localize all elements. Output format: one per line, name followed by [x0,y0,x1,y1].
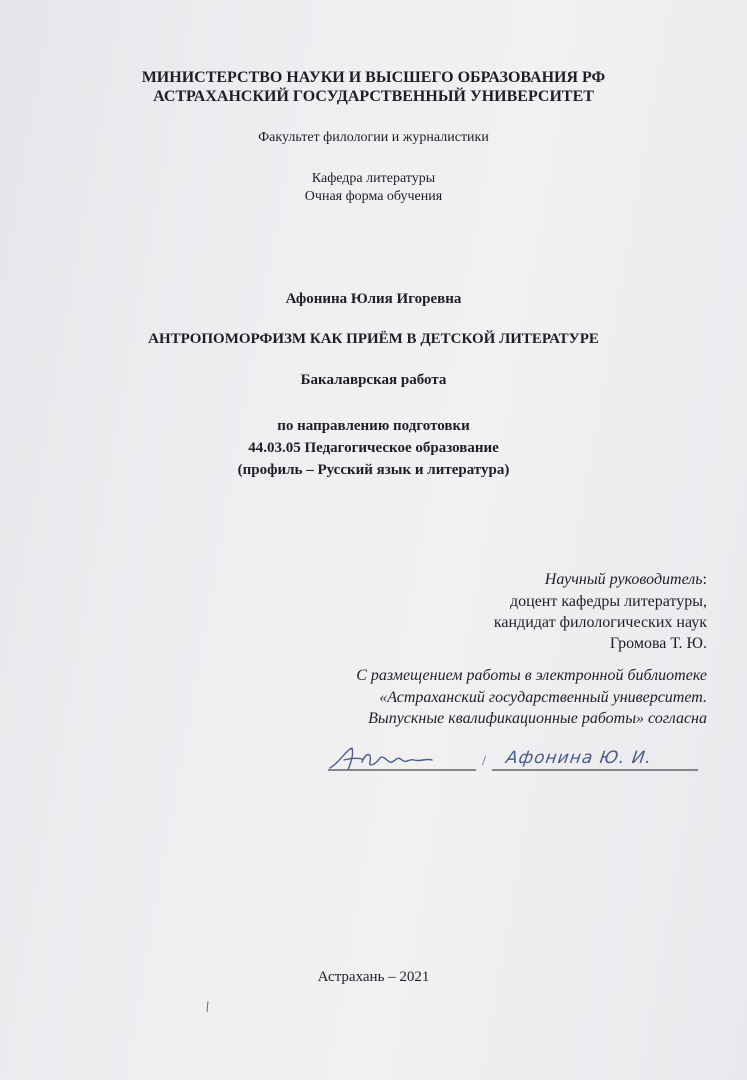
supervisor-heading: Научный руководитель [544,571,703,588]
direction-code: 44.03.05 Педагогическое образование [248,440,499,456]
ministry-heading: МИНИСТЕРСТВО НАУКИ И ВЫСШЕГО ОБРАЗОВАНИЯ РФ [141,69,606,86]
direction-profile: (профиль – Русский язык и литература) [237,462,510,478]
supervisor-name: Громова Т. Ю. [609,635,707,652]
author-name: Афонина Юлия Игоревна [285,291,462,307]
signature-separator: / [482,753,487,769]
signature-block [326,740,706,780]
stray-pen-mark [206,1000,210,1014]
consent-line-3: Выпускные квалификационные работы» согласна [368,710,707,727]
consent-line-2: «Астраханский государственный университет. [379,689,707,706]
department-name: Кафедра литературы [311,171,436,186]
faculty-name: Факультет филологии и журналистики [258,130,489,145]
handwritten-signature [330,748,432,770]
university-heading: АСТРАХАНСКИЙ ГОСУДАРСТВЕННЫЙ УНИВЕРСИТЕТ [153,88,594,105]
consent-line-1: С размещением работы в электронной библиотеке [356,667,707,684]
work-type: Бакалаврская работа [300,372,447,388]
supervisor-heading-line [545,572,707,588]
handwritten-name: Афонина Ю. И. [504,748,654,768]
supervisor-position: доцент кафедры литературы, [510,593,707,610]
city-year: Астрахань – 2021 [317,969,430,985]
supervisor-colon: : [702,571,707,588]
supervisor-degree: кандидат филологических наук [493,614,707,631]
study-form: Очная форма обучения [304,189,443,204]
thesis-title: АНТРОПОМОРФИЗМ КАК ПРИЁМ В ДЕТСКОЙ ЛИТЕРАТУРЕ [148,331,599,347]
direction-intro: по направлению подготовки [277,418,470,434]
